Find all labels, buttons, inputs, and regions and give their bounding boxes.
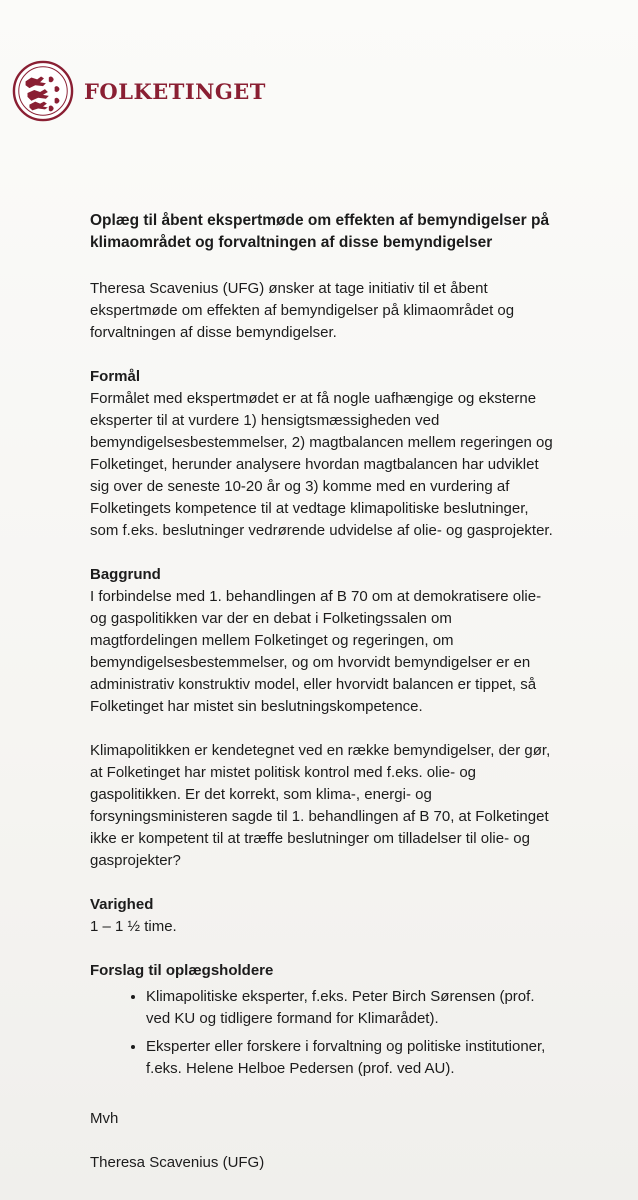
signature-text: Theresa Scavenius (UFG)	[90, 1154, 265, 1171]
list-item: • Klimapolitiske eksperter, f.eks. Peter Birch Sørensen (prof. ved KU og tidligere formand for Klimarådet).	[146, 986, 560, 1030]
purpose-heading: Formål	[90, 368, 141, 385]
duration-heading: Varighed	[90, 896, 154, 913]
closing-text: Mvh	[90, 1110, 119, 1127]
speakers-heading: Forslag til oplægsholdere	[90, 962, 274, 979]
document-body	[90, 210, 560, 1174]
folketinget-crest-icon	[12, 60, 74, 122]
background-paragraph-1: I forbindelse med 1. behandlingen af B 70 om at demokratisere olie- og gaspolitikken var der en debat i Folketingssalen om magtfordelingen mellem Folketinget og regeringen, om bemyndigelsesbestemmelser, og om hvorvidt bemyndigelser er en administrativ konstruktiv model, eller hvorvidt balancen er tippet, så Folketinget har mistet sin beslutningskompetence.	[90, 588, 542, 715]
brand-name: FOLKETINGET	[84, 78, 266, 104]
duration-text: 1 – 1 ½ time.	[90, 918, 177, 935]
document-title: Oplæg til åbent ekspertmøde om effekten af bemyndigelser på klimaområdet og forvaltningen af disse bemyndigelser	[90, 212, 550, 251]
purpose-paragraph: Formålet med ekspertmødet er at få nogle uafhængige og eksterne eksperter til at vurdere 1) hensigtsmæssigheden ved bemyndigelsesbestemmelser, 2) magtbalancen mellem regeringen og Folketinget, herunder analysere hvordan magtbalancen har udviklet sig over de seneste 10-20 år og 3) komme med en vurdering af Folketingets kompetence til at vedtage klimapolitiske beslutninger, som f.eks. beslutninger vedrørende udvidelse af olie- og gasprojekter.	[90, 390, 553, 539]
background-heading: Baggrund	[90, 566, 161, 583]
background-paragraph-2: Klimapolitikken er kendetegnet ved en række bemyndigelser, der gør, at Folketinget har mistet politisk kontrol med f.eks. olie- og gaspolitikken. Er det korrekt, som klima-, energi- og forsyningsministeren sagde til 1. behandlingen af B 70, at Folketinget ikke er kompetent til at træffe beslutninger om tilladelser til olie- og gasprojekter?	[90, 742, 551, 869]
speakers-list	[90, 986, 560, 1080]
letterhead	[12, 60, 266, 122]
list-item: • Eksperter eller forskere i forvaltning og politiske institutioner, f.eks. Helene Helboe Pedersen (prof. ved AU).	[146, 1036, 560, 1080]
intro-paragraph: Theresa Scavenius (UFG) ønsker at tage initiativ til et åbent ekspertmøde om effekten af bemyndigelser på klimaområdet og forvaltningen af disse bemyndigelser.	[90, 280, 515, 341]
